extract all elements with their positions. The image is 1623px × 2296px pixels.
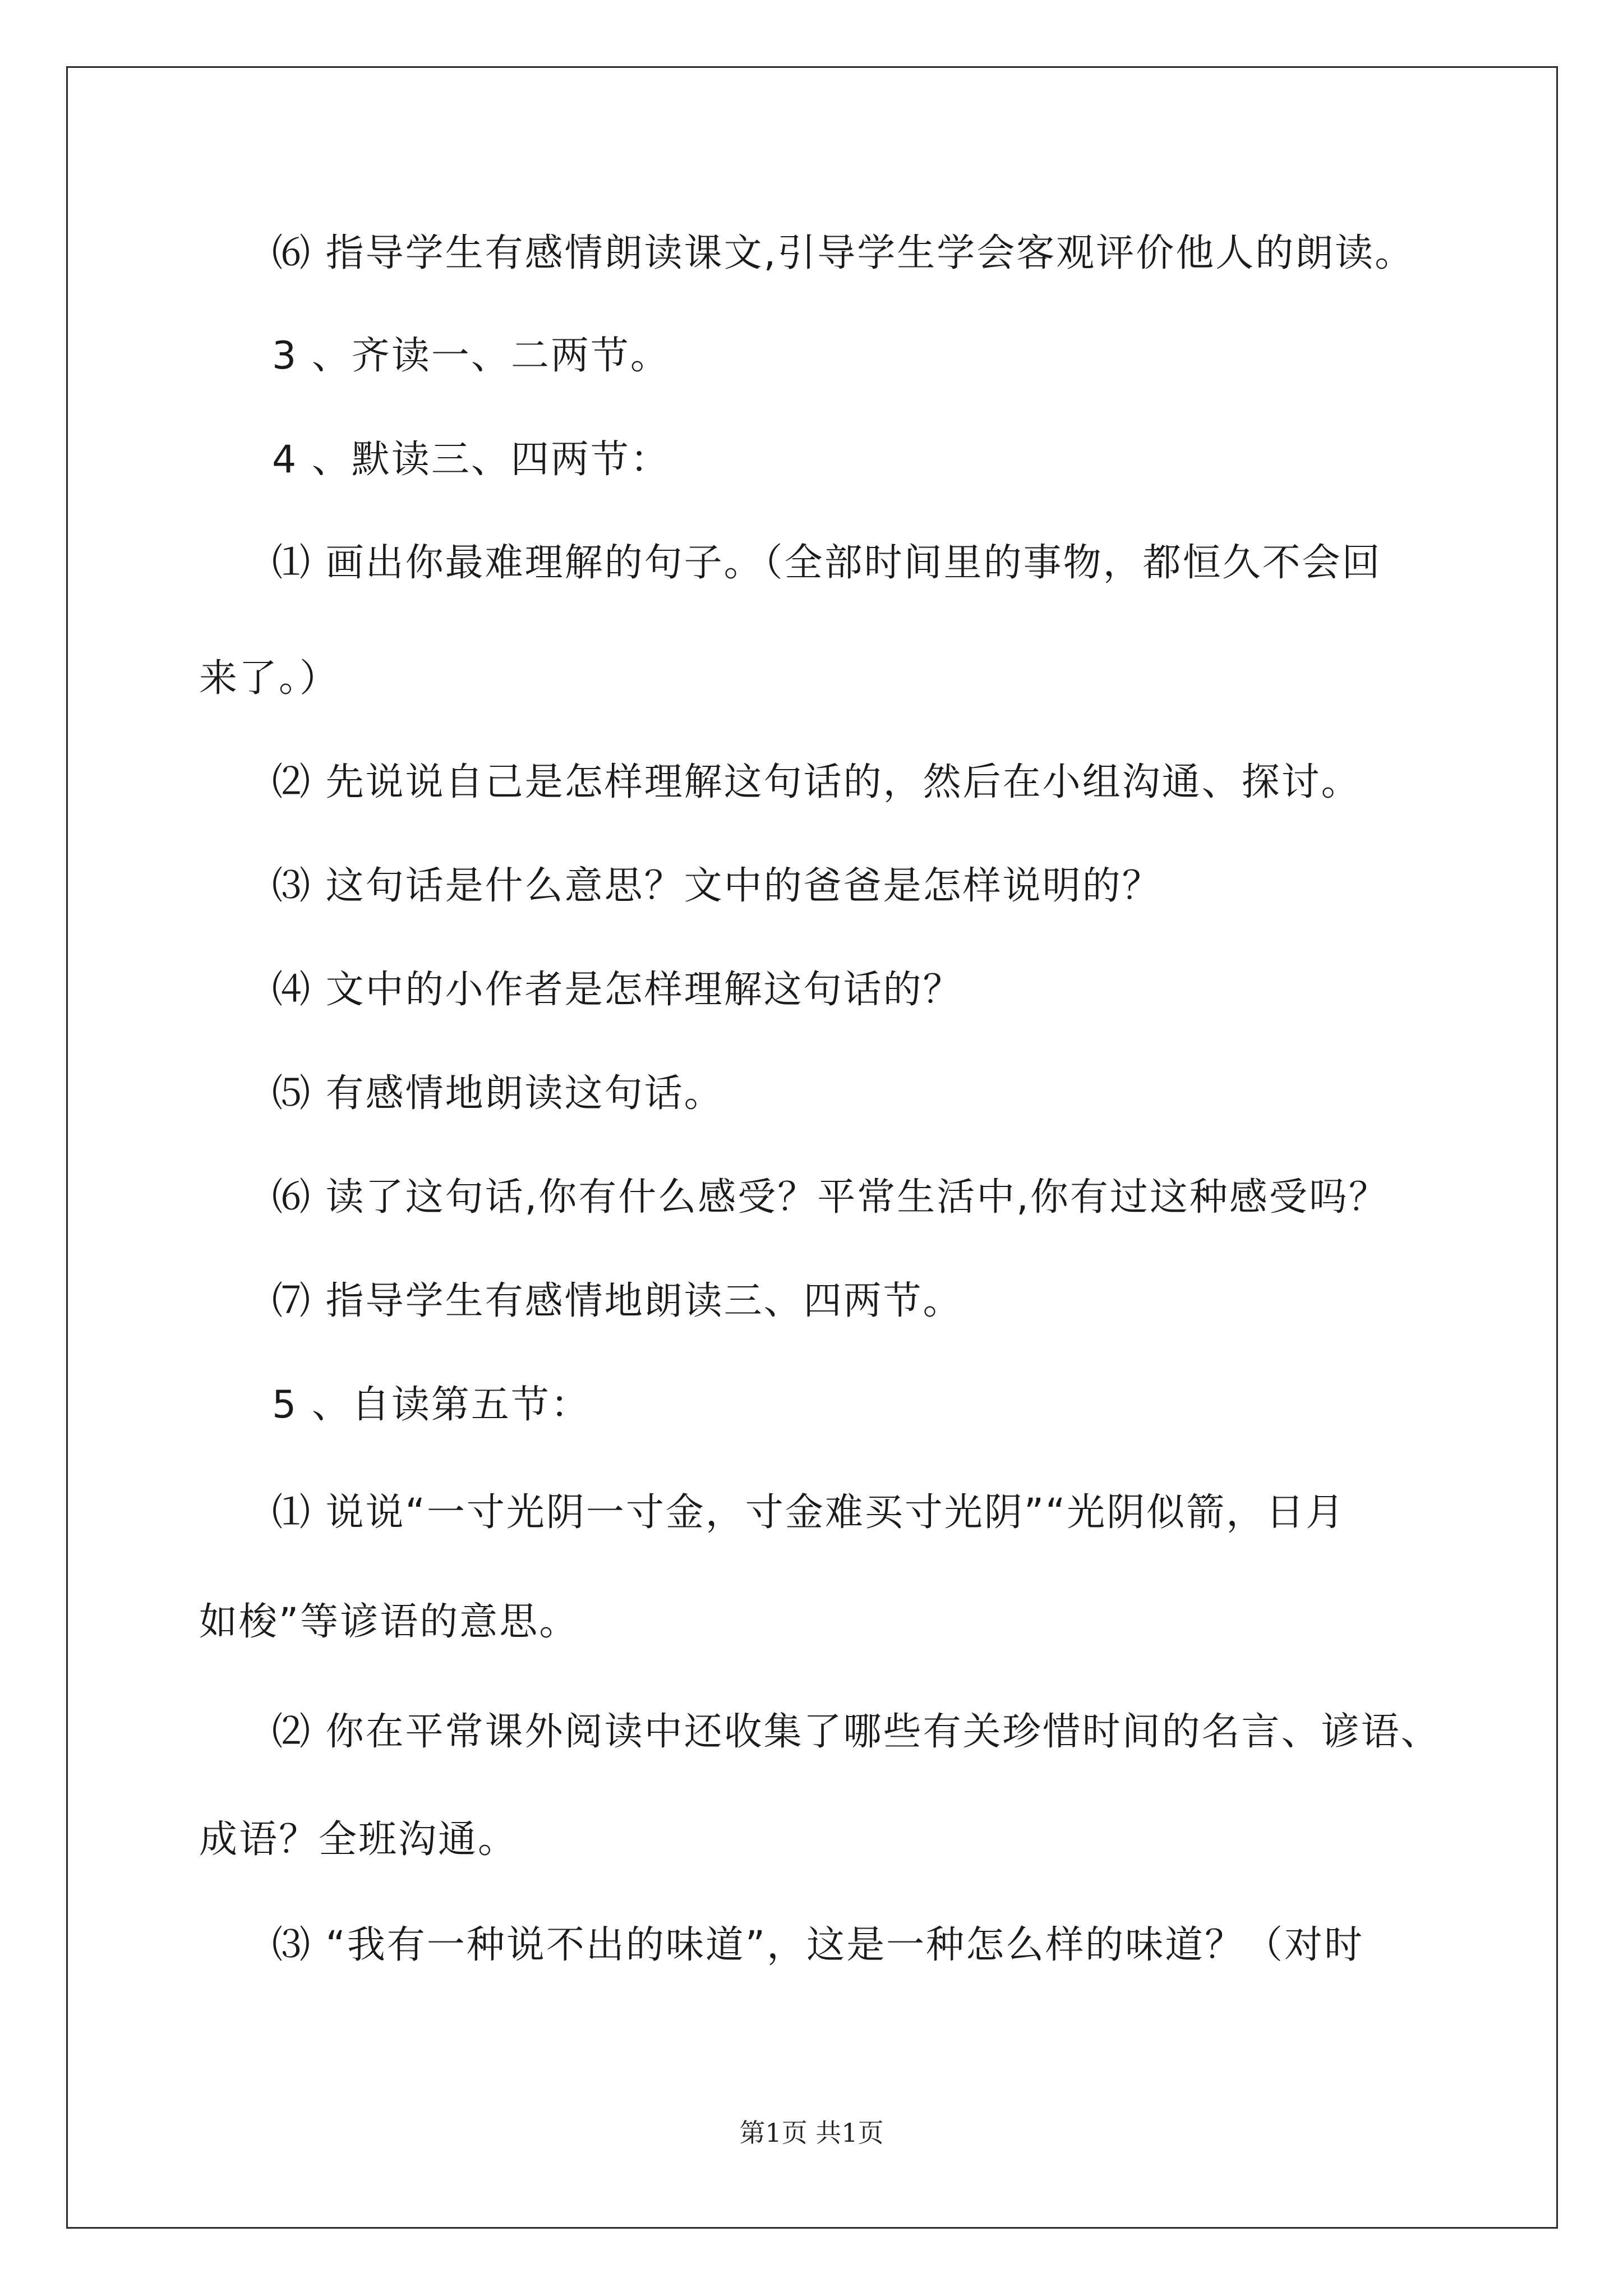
text-line: ⑶ 这句话是什么意思？文中的爸爸是怎样说明的？	[272, 864, 1162, 908]
text-line: ⑶ “我有一种说不出的味道”，这是一种怎么样的味道？（对时	[272, 1923, 1364, 1967]
text-line: ⑹ 指导学生有感情朗读课文,引导学生学会客观评价他人的朗读。	[272, 231, 1415, 275]
text-line: ⑴ 画出你最难理解的句子。（全部时间里的事物，都恒久不会回	[272, 541, 1382, 585]
page-border	[66, 66, 1558, 2229]
text-line: 5 、自读第五节：	[272, 1383, 591, 1427]
text-line: 来了。）	[199, 656, 340, 701]
text-line: ⑷ 文中的小作者是怎样理解这句话的？	[272, 968, 963, 1012]
text-line: ⑵ 先说说自己是怎样理解这句话的，然后在小组沟通、探讨。	[272, 760, 1361, 804]
text-line: ⑸ 有感情地朗读这句话。	[272, 1071, 724, 1116]
text-line: ⑴ 说说“一寸光阴一寸金，寸金难买寸光阴”“光阴似箭，日月	[272, 1490, 1346, 1535]
text-line: ⑺ 指导学生有感情地朗读三、四两节。	[272, 1279, 963, 1323]
text-line: 成语？全班沟通。	[199, 1818, 518, 1862]
page-footer: 第1页 共1页	[739, 2118, 884, 2148]
text-line: 如梭”等谚语的意思。	[199, 1600, 579, 1644]
text-line: ⑵ 你在平常课外阅读中还收集了哪些有关珍惜时间的名言、谚语、	[272, 1710, 1441, 1754]
text-line: 3 、齐读一、二两节。	[272, 334, 670, 378]
text-line: 4 、默读三、四两节：	[272, 438, 670, 482]
text-line: ⑹ 读了这句话,你有什么感受？平常生活中,你有过这种感受吗？	[272, 1175, 1389, 1220]
